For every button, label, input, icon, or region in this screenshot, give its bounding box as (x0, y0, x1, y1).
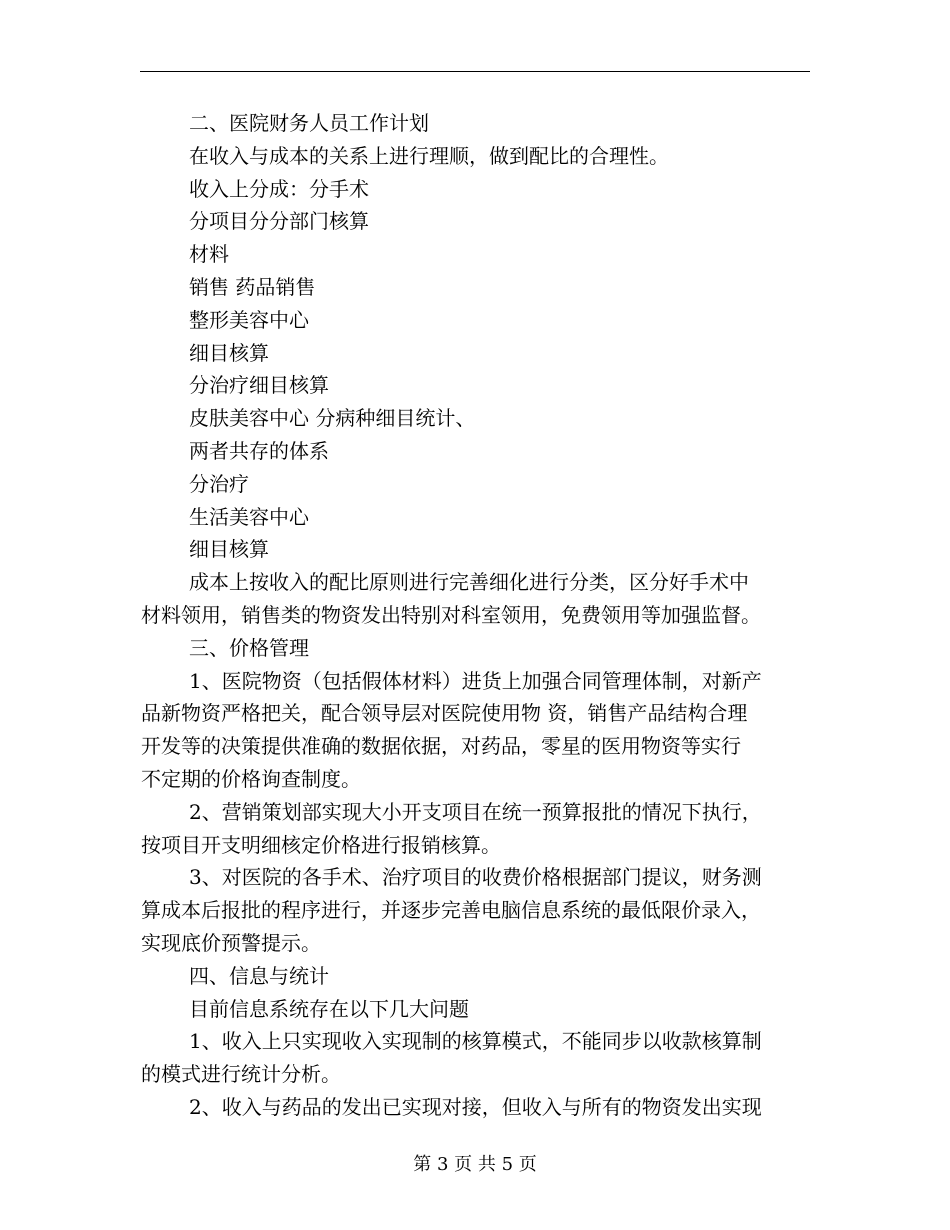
text-line: 材料 (189, 242, 229, 267)
document-body (141, 107, 813, 1124)
text-line: 2、收入与药品的发出已实现对接，但收入与所有的物资发出实现 (189, 1094, 762, 1119)
text-line: 按项目开支明细核定价格进行报销核算。 (141, 832, 501, 857)
text-line: 分项目分分部门核算 (189, 209, 369, 234)
text-line: 二、医院财务人员工作计划 (189, 111, 429, 135)
text-line: 成本上按收入的配比原则进行完善细化进行分类，区分好手术中 (189, 570, 749, 595)
text-line: 3、对医院的各手术、治疗项目的收费价格根据部门提议，财务测 (189, 865, 762, 890)
text-line: 收入上分成：分手术 (189, 176, 369, 201)
text-line: 生活美容中心 (189, 504, 309, 529)
text-line: 分治疗 (189, 471, 249, 496)
text-line: 实现底价预警提示。 (141, 930, 321, 955)
text-line: 三、价格管理 (189, 635, 309, 660)
header-rule (140, 71, 810, 72)
text-line: 整形美容中心 (189, 307, 309, 332)
text-line: 细目核算 (189, 537, 269, 562)
text-line: 的模式进行统计分析。 (141, 1062, 341, 1087)
text-line: 2、营销策划部实现大小开支项目在统一预算报批的情况下执行， (189, 799, 762, 824)
text-line: 两者共存的体系 (189, 438, 329, 463)
text-line: 在收入与成本的关系上进行理顺，做到配比的合理性。 (189, 143, 669, 168)
text-line: 目前信息系统存在以下几大问题 (189, 996, 469, 1021)
page-footer: 第 3 页 共 5 页 (413, 1154, 537, 1175)
text-line: 销售 药品销售 (189, 274, 316, 299)
text-line: 1、医院物资（包括假体材料）进货上加强合同管理体制，对新产 (189, 668, 762, 693)
text-line: 算成本后报批的程序进行，并逐步完善电脑信息系统的最低限价录入， (141, 898, 761, 923)
text-line: 1、收入上只实现收入实现制的核算模式，不能同步以收款核算制 (189, 1029, 762, 1054)
text-line: 材料领用，销售类的物资发出特别对科室领用，免费领用等加强监督。 (141, 602, 761, 627)
text-line: 不定期的价格询查制度。 (141, 766, 361, 791)
text-line: 开发等的决策提供准确的数据依据，对药品，零星的医用物资等实行 (141, 734, 741, 759)
text-line: 皮肤美容中心 分病种细目统计、 (189, 406, 476, 431)
text-line: 分治疗细目核算 (189, 373, 329, 398)
text-line: 四、信息与统计 (189, 963, 329, 988)
text-line: 品新物资严格把关，配合领导层对医院使用物 资，销售产品结构合理 (141, 701, 748, 726)
text-line: 细目核算 (189, 340, 269, 365)
